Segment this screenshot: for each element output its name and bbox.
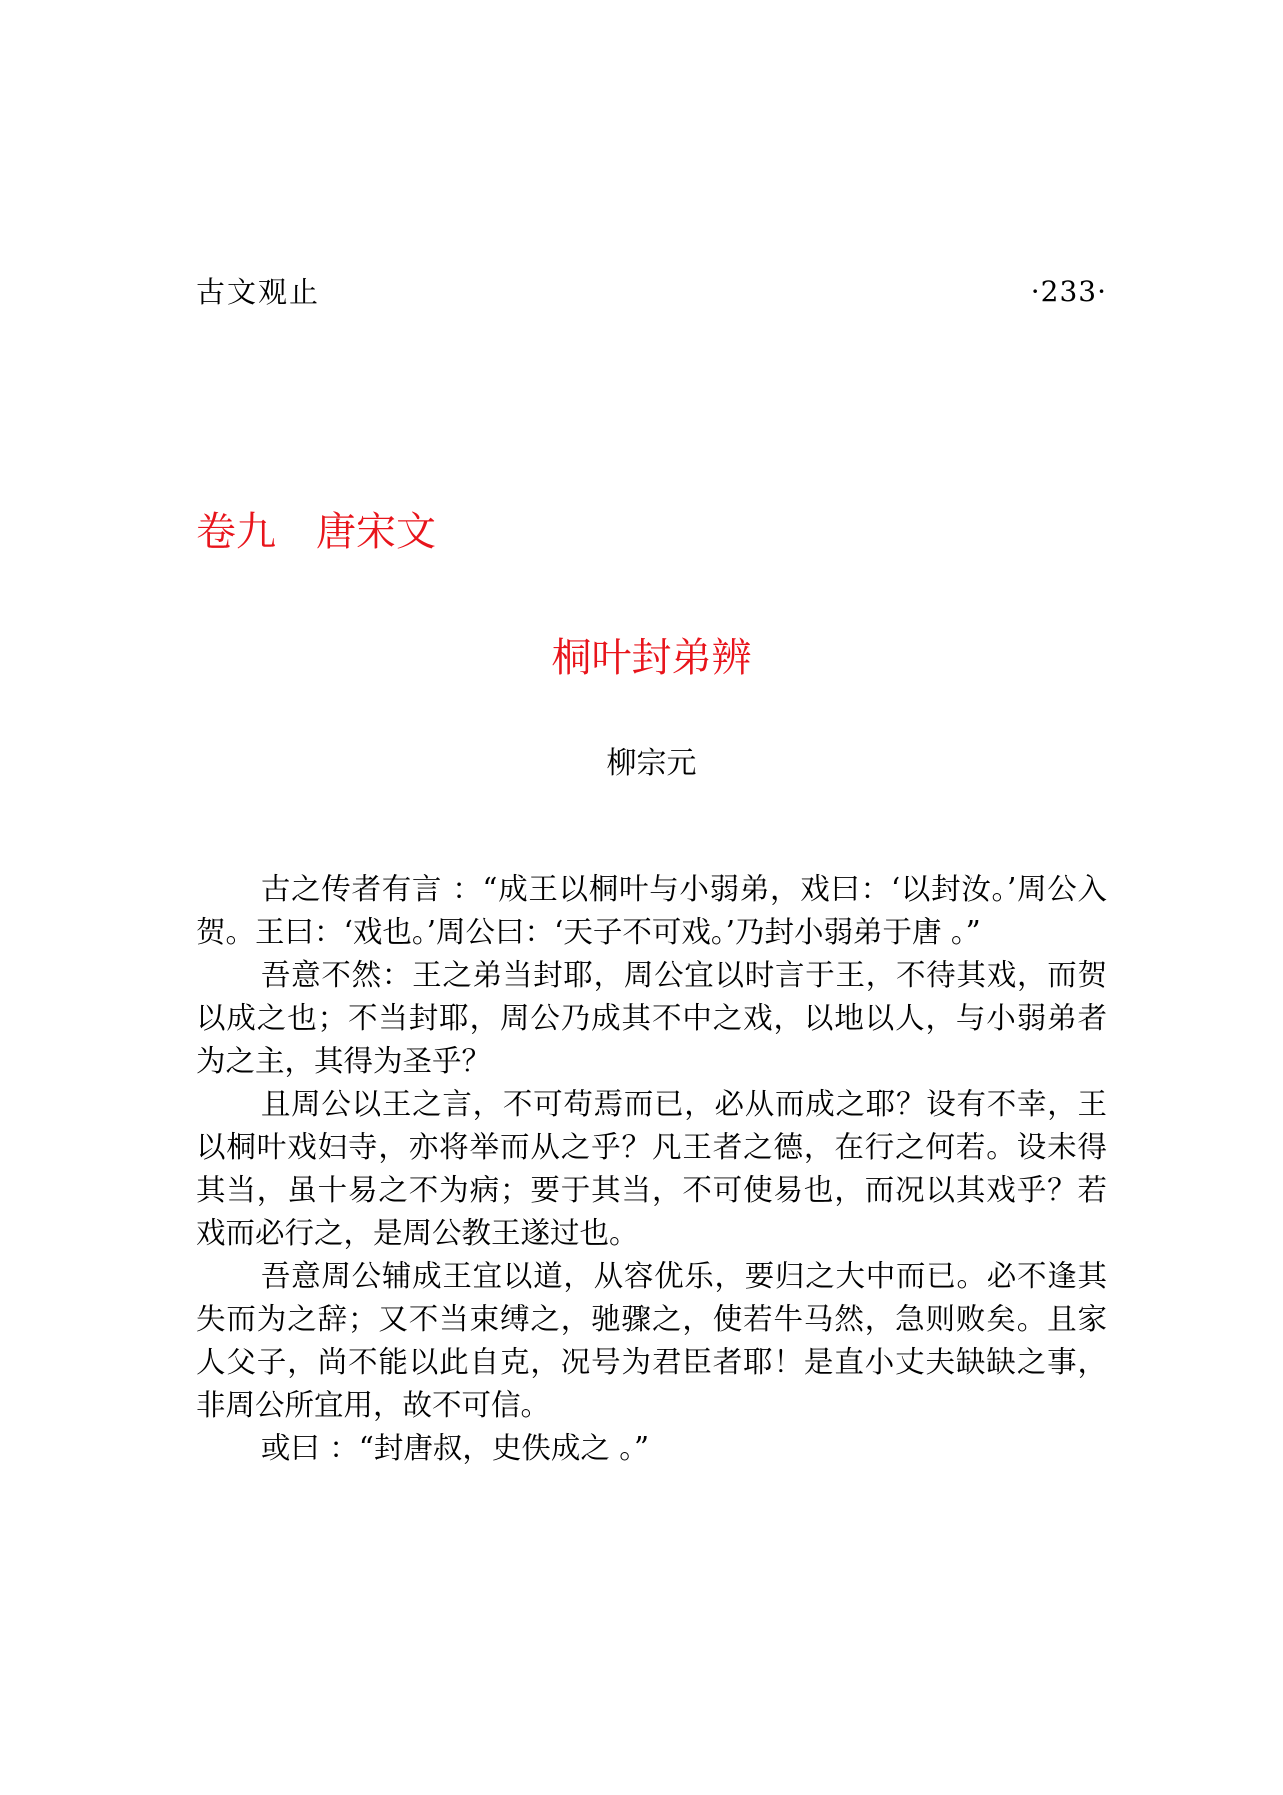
paragraph: 或曰 ：“封唐叔，史佚成之 。” <box>260 1431 650 1465</box>
running-header <box>196 272 1107 312</box>
paragraph: 且周公以王之言，不可苟焉而已，必从而成之耶？设有不幸，王以桐叶戏妇寺，亦将举而从之乎？凡王者之德，在行之何若。设未得其当，虽十易之不为病；要于其当，不可使易也，而况以其戏乎？若戏而必行之，是周公教王遂过也。 <box>196 1087 1107 1250</box>
essay-title: 桐叶封弟辨 <box>551 635 752 681</box>
paragraph: 古之传者有言 ：“成王以桐叶与小弱弟，戏曰：‘以封汝。’周公入贺。王曰：‘戏也。’周公曰：‘天子不可戏。’乃封小弱弟于唐 。” <box>196 872 1107 949</box>
paragraph: 吾意周公辅成王宜以道，从容优乐，要归之大中而已。必不逢其失而为之辞；又不当束缚之，驰骤之，使若牛马然，急则败矣。且家人父子，尚不能以此自克，况号为君臣者耶！是直小丈夫缺缺之事，非周公所宜用，故不可信。 <box>196 1259 1107 1422</box>
essay-body <box>196 868 1107 1470</box>
page-number: ·233· <box>1030 275 1107 308</box>
author-name: 柳宗元 <box>606 746 697 781</box>
chapter-heading: 卷九 唐宋文 <box>196 509 436 555</box>
paragraph: 吾意不然：王之弟当封耶，周公宜以时言于王，不待其戏，而贺以成之也；不当封耶，周公乃成其不中之戏，以地以人，与小弱弟者为之主，其得为圣乎？ <box>196 958 1107 1078</box>
book-title: 古文观止 <box>196 275 321 309</box>
